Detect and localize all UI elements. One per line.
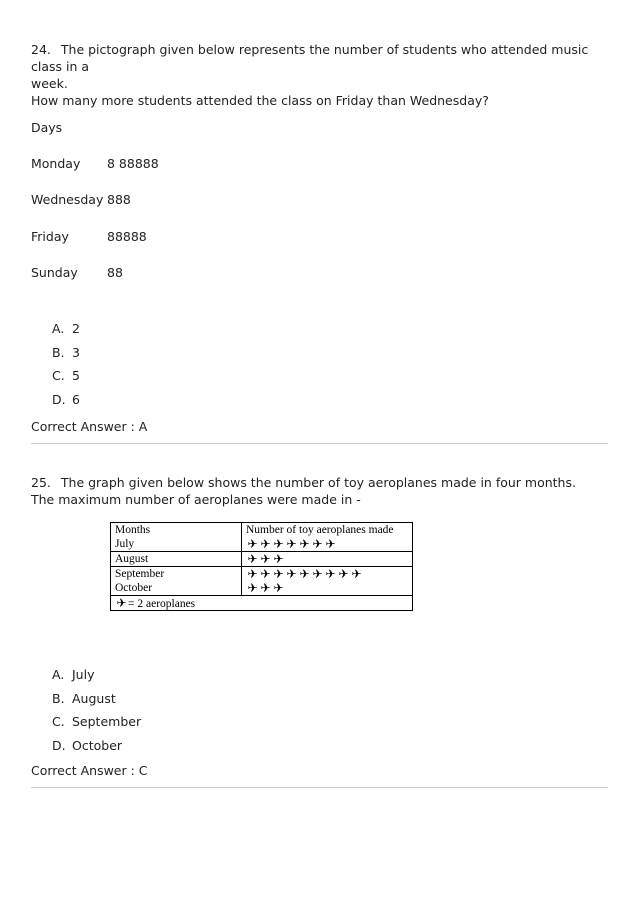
- aeroplane-icon: ✈: [351, 567, 362, 581]
- aeroplane-icon: ✈: [247, 581, 258, 595]
- months-cell: [111, 523, 242, 552]
- planes-cell: [242, 523, 413, 552]
- correct-answer: Correct Answer : C: [31, 763, 148, 778]
- option-d[interactable]: D. October: [52, 737, 123, 753]
- aeroplane-icon: ✈: [260, 552, 271, 566]
- aeroplane-icon: ✈: [273, 581, 284, 595]
- months-cell: [111, 552, 242, 567]
- question-25-options: [52, 666, 141, 760]
- day-symbols: 88: [107, 265, 123, 280]
- aeroplane-icon: ✈: [116, 596, 127, 610]
- pictograph-row: [31, 228, 147, 245]
- day-label: Friday: [31, 229, 69, 244]
- aeroplane-icon: ✈: [260, 581, 271, 595]
- month-label: October: [115, 582, 153, 594]
- aeroplane-icon: ✈: [247, 537, 258, 551]
- day-symbols: 8 88888: [107, 156, 159, 171]
- aeroplane-icon: ✈: [299, 537, 310, 551]
- aeroplane-icon: ✈: [325, 567, 336, 581]
- correct-answer: Correct Answer : A: [31, 419, 148, 434]
- question-number: 25.: [31, 475, 51, 490]
- plane-row: [246, 581, 408, 595]
- aeroplane-pictograph-table: [110, 522, 413, 611]
- column-header-months: Months: [115, 524, 151, 536]
- question-24-line-2: week.: [31, 76, 68, 91]
- key-cell: [111, 596, 413, 611]
- aeroplane-icon: ✈: [273, 552, 284, 566]
- aeroplane-icon: ✈: [338, 567, 349, 581]
- pictograph-row: [31, 264, 123, 281]
- aeroplane-icon: ✈: [312, 567, 323, 581]
- aeroplane-icon: ✈: [273, 537, 284, 551]
- day-symbols: 88888: [107, 229, 147, 244]
- day-label: Sunday: [31, 265, 78, 280]
- key-text: = 2 aeroplanes: [128, 598, 196, 610]
- aeroplane-icon: ✈: [247, 552, 258, 566]
- question-number: 24.: [31, 42, 51, 57]
- divider: [31, 787, 608, 788]
- option-d[interactable]: D. 6: [52, 391, 80, 407]
- aeroplane-icon: ✈: [273, 567, 284, 581]
- month-label: July: [115, 538, 135, 550]
- divider: [31, 443, 608, 444]
- column-header-planes: Number of toy aeroplanes made: [246, 524, 394, 536]
- plane-row: [246, 537, 408, 551]
- aeroplane-icon: ✈: [260, 567, 271, 581]
- aeroplane-icon: ✈: [286, 537, 297, 551]
- day-label: Monday: [31, 156, 81, 171]
- pictograph-header: Days: [31, 120, 63, 135]
- aeroplane-icon: ✈: [312, 537, 323, 551]
- day-symbols: 888: [107, 192, 131, 207]
- question-25: [31, 474, 606, 508]
- pictograph-row: [31, 155, 159, 172]
- question-25-line-2: The maximum number of aeroplanes were made in -: [31, 492, 361, 507]
- option-b[interactable]: B. August: [52, 690, 116, 706]
- question-24-options: [52, 320, 80, 414]
- aeroplane-icon: ✈: [325, 537, 336, 551]
- aeroplane-icon: ✈: [286, 567, 297, 581]
- plane-row: [246, 567, 408, 581]
- option-c[interactable]: C. September: [52, 714, 142, 729]
- table-row: [111, 567, 413, 596]
- table-row: [111, 523, 413, 552]
- planes-cell: [242, 552, 413, 567]
- aeroplane-icon: ✈: [247, 567, 258, 581]
- plane-row: [246, 552, 408, 566]
- months-cell: [111, 567, 242, 596]
- option-c[interactable]: C. 5: [52, 368, 80, 383]
- aeroplane-icon: ✈: [260, 537, 271, 551]
- question-25-line-1: 25. The graph given below shows the number of toy aeroplanes made in four months.: [31, 475, 576, 490]
- question-24-line-1: 24. The pictograph given below represents the number of students who attended music class in a: [31, 42, 589, 74]
- question-24: [31, 41, 606, 109]
- month-label: August: [115, 553, 149, 565]
- table-row: [111, 596, 413, 611]
- table-row: [111, 552, 413, 567]
- pictograph-row: [31, 191, 131, 208]
- day-label: Wednesday: [31, 192, 104, 207]
- planes-cell: [242, 567, 413, 596]
- question-24-line-3: How many more students attended the class on Friday than Wednesday?: [31, 93, 489, 108]
- month-label: September: [115, 568, 165, 580]
- option-a[interactable]: A. 2: [52, 321, 80, 336]
- option-a[interactable]: A. July: [52, 667, 95, 682]
- option-b[interactable]: B. 3: [52, 344, 80, 360]
- aeroplane-icon: ✈: [299, 567, 310, 581]
